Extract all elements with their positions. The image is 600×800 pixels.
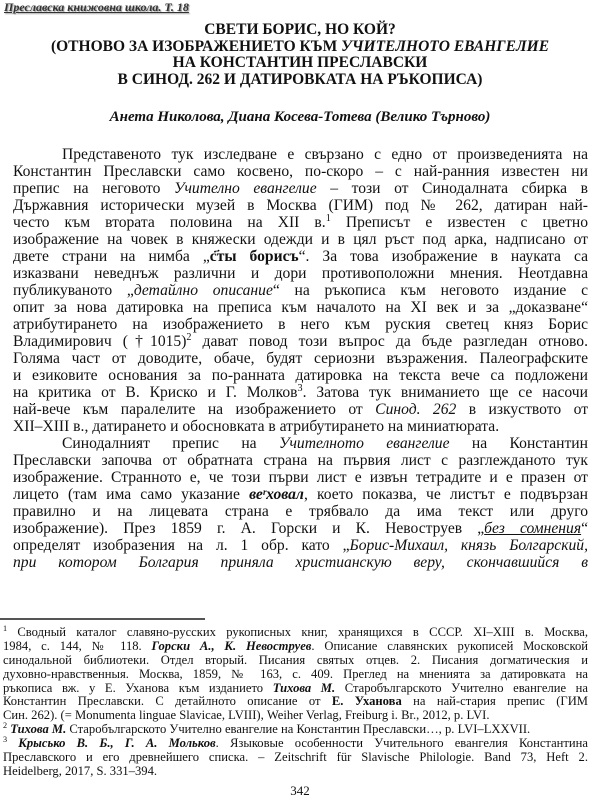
text-segment: “ (581, 520, 588, 537)
text-segment: Heidelberg, 2017, S. 331–394. (3, 763, 158, 778)
text-segment: Голяма част от доводите, обаче, будят сериозни възражения. Палеографските (13, 350, 588, 367)
text-segment: Борис-Михаил, князь Болгарский, (349, 537, 588, 554)
footnote-line (3, 640, 588, 654)
text-segment: на Константин (449, 435, 589, 452)
text-segment: Преславского и его древнейшего списка. – Zeitschrift für Slavische Philologie. Band 73, Heft 2. (3, 750, 588, 765)
authors: Анета Николова, Диана Косева-Тотева (Велико Търново) (109, 109, 491, 125)
footnote-line (3, 734, 588, 751)
footnote-ref: 1 (3, 623, 8, 633)
body-line (13, 299, 588, 316)
text-segment: изображение). През 1859 г. А. Горски и К. Невоструев „ (13, 520, 485, 537)
text-segment: определят изобразения на л. 1 обр. като „ (13, 537, 350, 554)
text-segment: детайлно описание (133, 282, 273, 299)
body-line (13, 197, 588, 214)
text-segment (7, 736, 18, 750)
footnote-line (3, 682, 588, 696)
text-segment: атрибутирането на изображението в него към руския светец княз Борис (13, 316, 588, 333)
text-segment: препис на неговото (13, 180, 174, 197)
footnote-ref: 2 (3, 721, 8, 731)
footnote-ref: 3 (3, 734, 8, 744)
title-segment-italic: УЧИТЕЛНОТО ЕВАНГЕЛИЕ (341, 37, 550, 55)
body-line (13, 384, 588, 401)
body-line (13, 469, 588, 486)
text-segment: Сводный каталог славяно-русских рукописных книг, хранящихся в СССР. XI–XIII в. Москва, (7, 625, 588, 639)
body-line (13, 537, 588, 554)
text-segment: Учителното евангелие (278, 435, 450, 452)
text-segment: “. За това изображение в науката са (298, 248, 588, 265)
body-line (13, 452, 588, 469)
text-segment: Старобългарското Учително евангелие на Константин Преславски…, p. LVI–LXXVII. (66, 722, 531, 737)
text-segment: опит за нова датировка на преписа към началото на XI век и за „доказване“ (13, 299, 588, 316)
footnote-ref: 1 (325, 212, 331, 224)
text-segment: най-вече към паралелите на изображението от (13, 401, 376, 418)
body-line (13, 163, 588, 180)
text-segment: при котором Болгария приняла христианскую веру, скончавшийся в (13, 554, 588, 571)
footnote-ref: 3 (297, 382, 303, 394)
footnote-line (3, 623, 588, 640)
footnote-line (3, 765, 588, 779)
text-segment: веʳховал (249, 486, 304, 503)
text-segment: Старобългарското Учително евангелие на (335, 680, 588, 695)
title-line: НА КОНСТАНТИН ПРЕСЛАВСКИ (172, 54, 428, 72)
body-line (13, 520, 588, 537)
text-segment: XII–XIII в., датирането и обосновката в атрибутирането на миниатюрата. (13, 418, 500, 435)
body-line (13, 265, 588, 282)
footnote-line (3, 668, 588, 682)
text-segment: и езиковите основания за по-ранната датировка на текста вече са подложени (13, 367, 588, 384)
title-line (0, 39, 600, 56)
body-line (13, 180, 588, 197)
text-segment: изображение на човек в княжески одежди и в цял ръст под арка, надписано от (13, 231, 588, 248)
text-segment: Тихова М. (10, 722, 67, 737)
text-segment: Син. 262). (= Monumenta linguae Slavicae, LVIII), Weiher Verlag, Freiburg i. Br., 2012, p. LVI. (3, 708, 490, 723)
text-segment: на критика от В. Криско и Г. Молков (13, 384, 298, 401)
body-line (13, 248, 588, 265)
text-segment: , което показва, че листът е подвързан (303, 486, 588, 503)
text-segment: Държавния исторически музей в Москва (ГИМ) под № 262, датиран най- (13, 197, 588, 214)
body-line (13, 350, 588, 367)
text-segment: с҃ты борисъ (209, 248, 299, 265)
text-segment: публикуваното „ (13, 282, 134, 299)
text-segment: лицето (там има само указание (13, 486, 250, 503)
text-segment: често към втората половина на XII в. (13, 214, 326, 231)
body-line (13, 282, 588, 299)
body-line (13, 401, 588, 418)
body-line (13, 316, 588, 333)
text-segment: . Затова тук вниманието ще се насочи (302, 384, 588, 401)
text-segment: – този от Синодалната сбирка в (316, 180, 588, 197)
text-segment: изказвани неведнъж различни и дори противоположни мнения. Неотдавна (13, 265, 588, 282)
text-segment: Синодалният препис на (62, 435, 279, 452)
text-segment: Преписът е известен с цветно (330, 214, 588, 231)
footnote-line (3, 695, 588, 709)
title-line: В СИНОД. 262 И ДАТИРОВКАТА НА РЪКОПИСА) (117, 71, 483, 89)
footnotes (3, 623, 588, 779)
page-number: 342 (290, 783, 310, 798)
body-line (13, 418, 588, 435)
title-segment: (ОТНОВО ЗА ИЗОБРАЖЕНИЕТО КЪМ (50, 37, 342, 55)
text-segment: 1984, с. 144, № 118. (3, 638, 152, 653)
text-segment: без сомнения (484, 520, 582, 537)
text-segment: духовно-нравственныя. Москва, 1859, № 163, с. 409. Преглед на мненията за датировката на (3, 666, 588, 681)
text-segment: на най-стария препис (ГИМ (401, 694, 588, 709)
article-title (0, 22, 600, 89)
text-segment: . Языковые особенности Учительного евангелия Константина (215, 736, 588, 751)
text-segment: Константин Преславски само косвено, по-скоро – с най-ранния известен ни (13, 163, 588, 180)
text-segment: “ на ръкописа към неговото издание с (272, 282, 588, 299)
footnote-divider (0, 618, 205, 620)
body-line (13, 554, 588, 571)
footnote-line (3, 751, 588, 765)
text-segment: . Описание славянских рукописей Московской (311, 638, 588, 653)
text-segment: Горски А., К. Невоструев (151, 638, 312, 653)
text-segment: Представеното тук изследване е свързано с едно от произведенията на (62, 146, 588, 163)
body-line (13, 231, 588, 248)
text-segment: Владимирович (†1015) (13, 333, 187, 350)
text-segment: синодальной библиотеки. Отдел вторый. Писания святых отцев. 2. Писания догматическия и (3, 652, 588, 667)
text-segment: двете страни на нимба „ (13, 248, 210, 265)
text-segment: Е. Уханова (331, 694, 402, 709)
footnote-line (3, 654, 588, 668)
text-segment: изображение. Странното е, че този първи лист е извън тетрадите и е празен от (13, 469, 588, 486)
body-line (13, 146, 588, 163)
footnote-ref: 2 (186, 331, 192, 343)
body-line (13, 503, 588, 520)
text-segment: Учително евангелие (173, 180, 317, 197)
body-line (13, 333, 588, 350)
text-segment: в изкуството от (456, 401, 589, 418)
text-segment: Константин Преславски. С детайлното описание от (3, 694, 332, 709)
text-segment: Преславски започва от обратната страна на първия лист с разглежданото тук (13, 452, 588, 469)
body-line (13, 435, 588, 452)
running-header: Преславска книжовна школа. Т. 18 (4, 0, 189, 14)
text-segment: ръкописа вж. у Е. Уханова към изданието (3, 680, 273, 695)
body-text (13, 146, 588, 571)
title-line: СВЕТИ БОРИС, НО КОЙ? (204, 21, 396, 38)
text-segment: правилно и на лицевата страна е трябвало да има текст или друго (13, 503, 588, 520)
text-segment: Тихова М. (272, 680, 336, 695)
body-line (13, 367, 588, 384)
body-line (13, 214, 588, 231)
body-line (13, 486, 588, 503)
text-segment: Крысько В. Б., Г. А. Мольков (18, 736, 216, 751)
text-segment: дават повод този въпрос да бъде разгледан отново. (191, 333, 588, 350)
text-segment: Синод. 262 (375, 401, 457, 418)
